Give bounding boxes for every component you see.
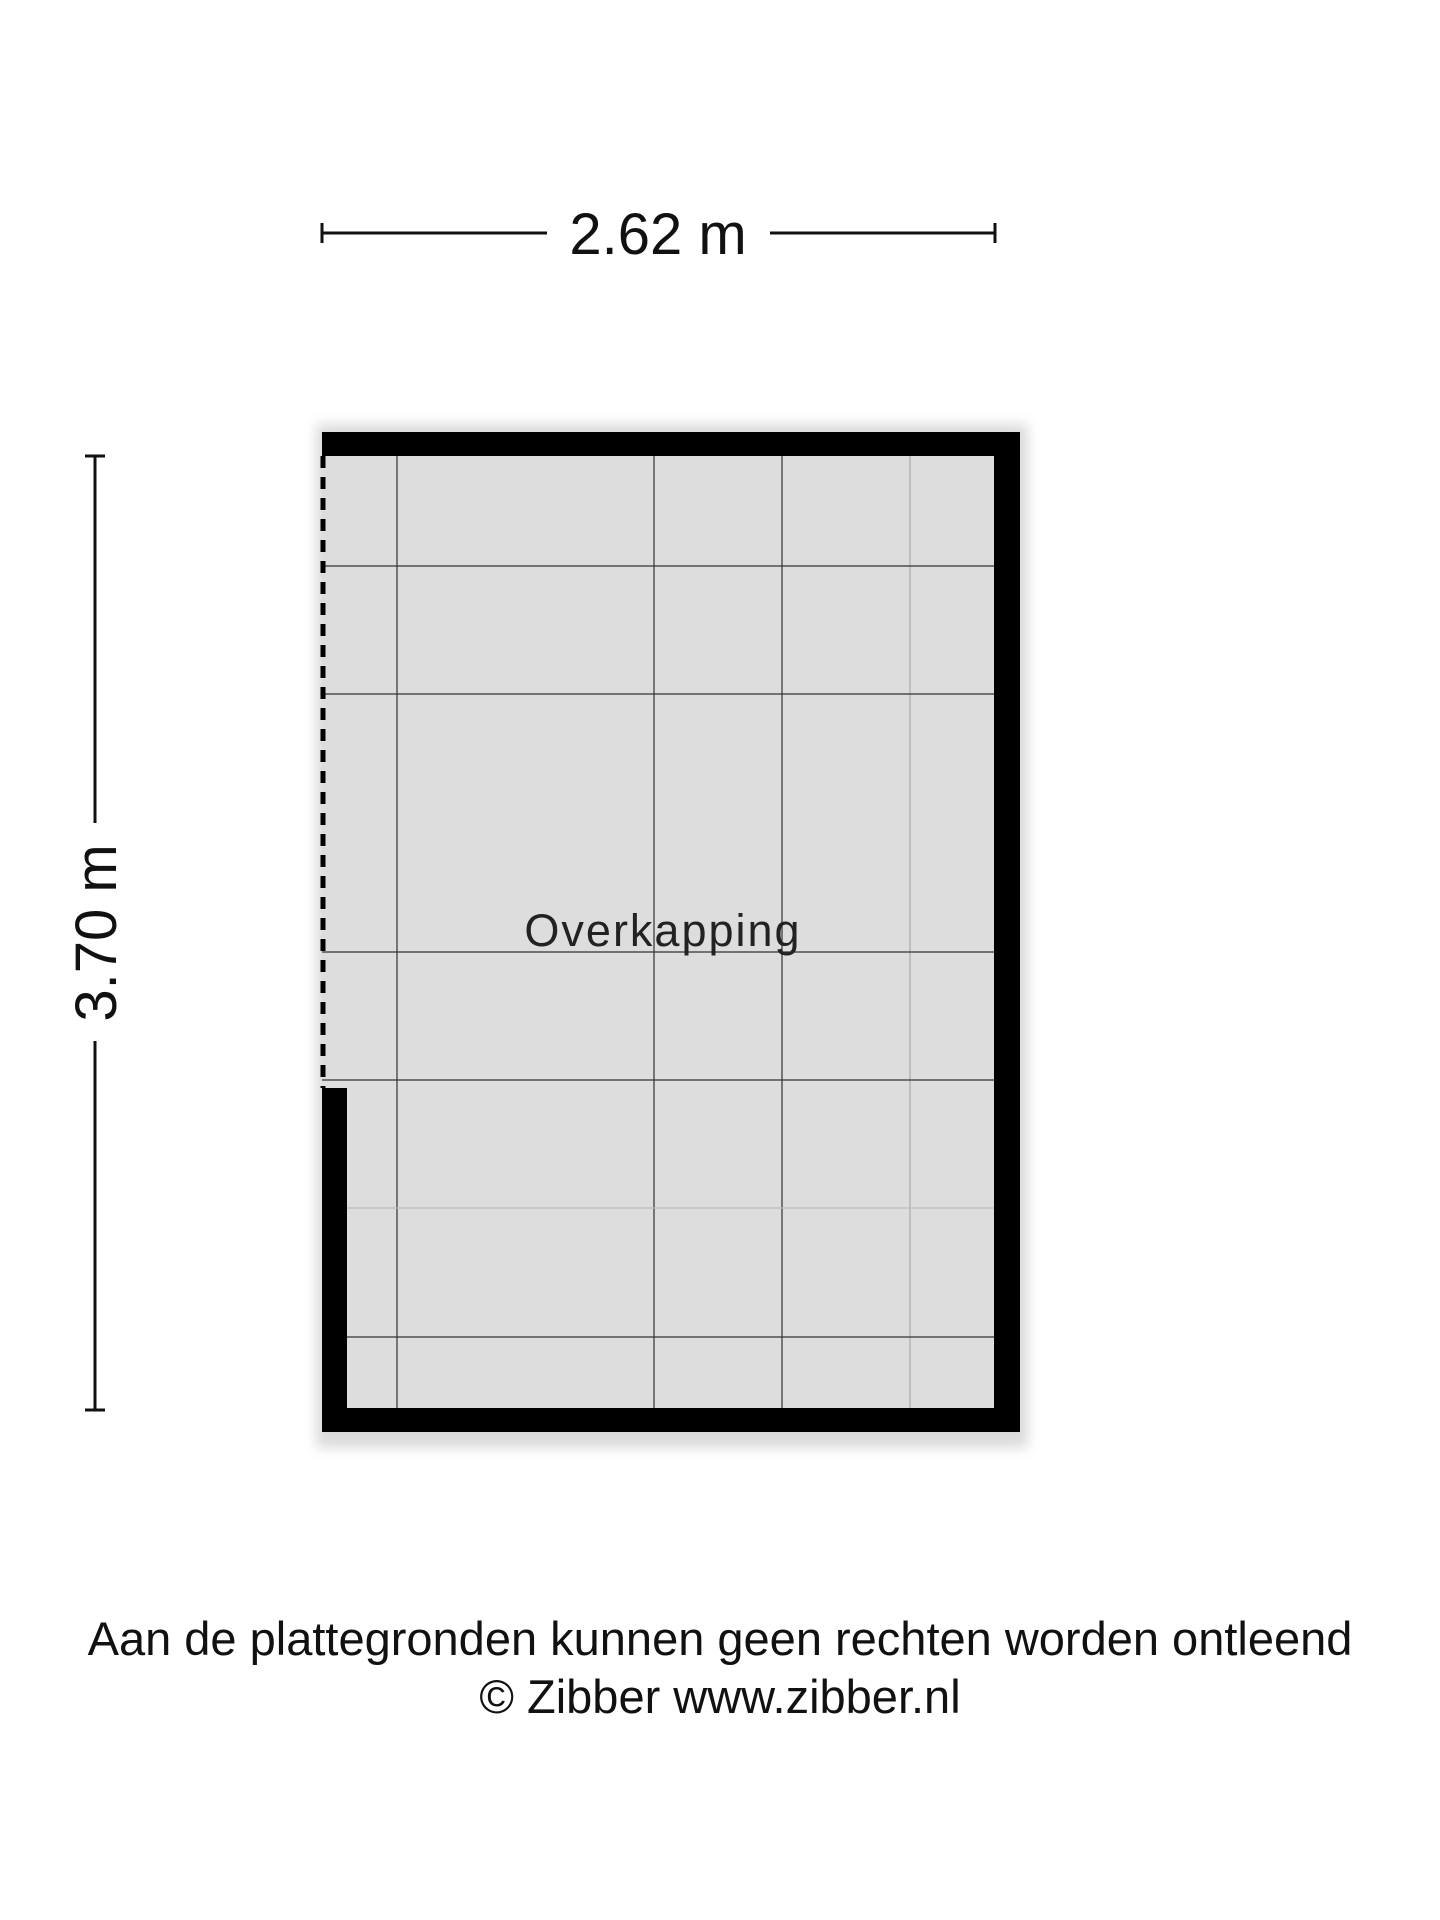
height-dimension: [64, 456, 129, 1410]
room-overkapping: [316, 424, 1028, 1448]
disclaimer-text: Aan de plattegronden kunnen geen rechten worden ontleend: [87, 1612, 1353, 1665]
width-dimension: [322, 202, 995, 267]
wall-top: [322, 432, 1020, 456]
copyright-text: © Zibber www.zibber.nl: [479, 1670, 961, 1723]
footer: [0, 1610, 1440, 1726]
width-dimension-label: 2.62 m: [569, 202, 747, 267]
wall-right: [994, 432, 1020, 1432]
room-label: Overkapping: [524, 905, 802, 956]
wall-bottom: [322, 1408, 1020, 1432]
height-dimension-label: 3.70 m: [64, 844, 129, 1022]
wall-left-lower: [322, 1088, 347, 1432]
